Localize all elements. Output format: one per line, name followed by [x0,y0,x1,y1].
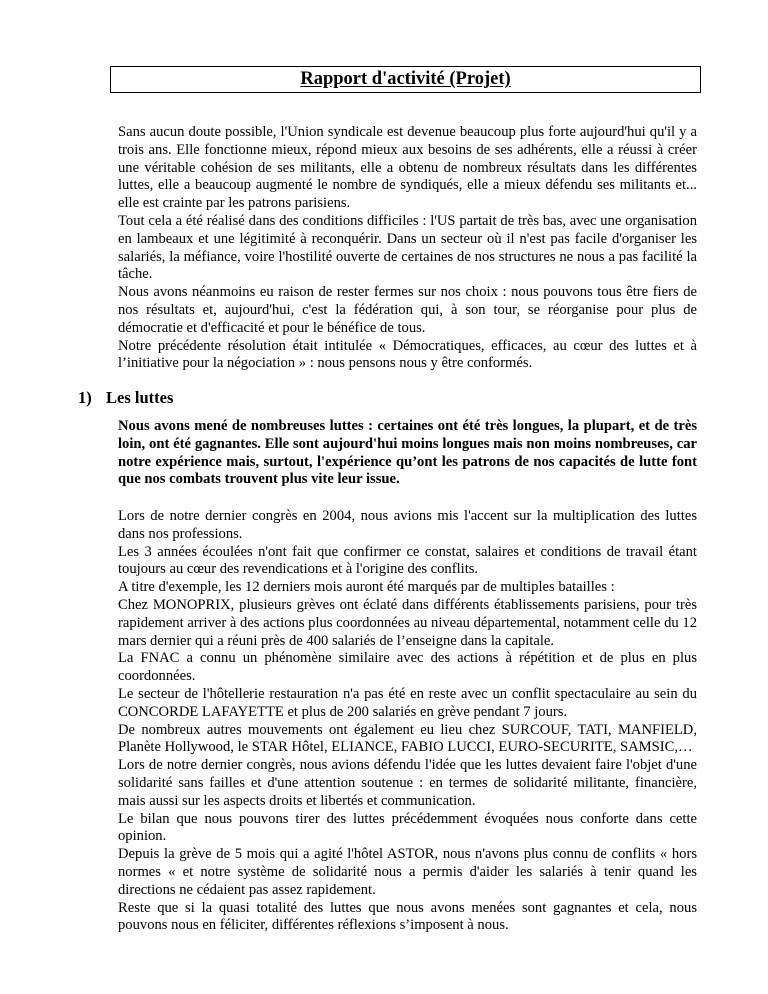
body-paragraph: Le bilan que nous pouvons tirer des luttes précédemment évoquées nous conforte dans cette opinion. [118,810,697,845]
body-paragraph: Le secteur de l'hôtellerie restauration n'a pas été en reste avec un conflit spectaculaire au sein du CONCORDE LAFAYETTE et plus de 200 salariés en grève pendant 7 jours. [118,685,697,720]
body-paragraph: Depuis la grève de 5 mois qui a agité l'hôtel ASTOR, nous n'avons plus connu de conflits « hors normes « et notre système de solidarité nous a permis d'aider les salariés à tenir quand les directions ne cédaient pas assez rapidement. [118,846,697,898]
intro-paragraph: Sans aucun doute possible, l'Union syndicale est devenue beaucoup plus forte aujourd'hui qu'il y a trois ans. Elle fonctionne mieux, répond mieux aux besoins de ses adhérents, elle a réussi à créer une véritable cohésion de ses militants, elle a obtenu de nombreux résultats dans les différentes luttes, elle a beaucoup augmenté le nombre de syndiqués, elle a mieux défendu ses militants et... elle est crainte par les patrons parisiens. [118,124,697,212]
body-paragraph: La FNAC a connu un phénomène similaire avec des actions à répétition et de plus en plus coordonnées. [118,650,697,685]
body-paragraph: Reste que si la quasi totalité des luttes que nous avons menées sont gagnantes et cela, nous pouvons nous en féliciter, différentes réflexions s’imposent à nous. [118,899,697,934]
body-paragraph: A titre d'exemple, les 12 derniers mois auront été marqués par de multiples batailles : [118,579,615,596]
section-title: Les luttes [106,388,174,407]
intro-paragraph: Notre précédente résolution était intitulée « Démocratiques, efficaces, au cœur des luttes et à l’initiative pour la négociation » : nous pensons nous y être conformés. [118,337,697,372]
intro-paragraph: Nous avons néanmoins eu raison de rester fermes sur nos choix : nous pouvons tous être fiers de nos résultats et, aujourd'hui, c'est la fédération qui, à son tour, se réorganise pour plus de démocratie et d'efficacité et pour le bénéfice de tous. [118,284,697,336]
body-paragraph: Lors de notre dernier congrès, nous avions défendu l'idée que les luttes devaient faire l'objet d'une solidarité sans failles et d'une attention soutenue : en termes de solidarité militante, financière, mais aussi sur les aspects droits et libertés et communication. [118,757,697,809]
intro-paragraph: Tout cela a été réalisé dans des conditions difficiles : l'US partait de très bas, avec une organisation en lambeaux et une légitimité à reconquérir. Dans un secteur où il n'est pas facile d'organiser les salariés, la méfiance, voire l'hostilité ouverte de certaines de nos structures ne nous a pas facilité la tâche. [118,212,697,283]
body-paragraph: Les 3 années écoulées n'ont fait que confirmer ce constat, salaires et conditions de travail étant toujours au cœur des revendications et à l'origine des conflits. [118,543,697,578]
body-paragraph: Lors de notre dernier congrès en 2004, nous avions mis l'accent sur la multiplication des luttes dans nos professions. [118,508,697,542]
body-paragraph: De nombreux autres mouvements ont également eu lieu chez SURCOUF, TATI, MANFIELD, Planète Hollywood, le STAR Hôtel, ELIANCE, FABIO LUCCI, EURO-SECURITE, SAMSIC,… [118,721,697,756]
section-lead: Nous avons mené de nombreuses luttes : certaines ont été très longues, la plupart, et de très loin, ont été gagnantes. Elle sont aujourd'hui moins longues mais non moins nombreuses, car notre expérience mais, surtout, l'expérience qu’ont les patrons de nos capacités de lutte font que nos combats trouvent plus vite leur issue. [118,418,697,488]
title-box [110,66,701,93]
section-heading [78,388,173,408]
section-number: 1) [78,388,92,407]
document-title: Rapport d'activité (Projet) [300,69,511,89]
body-paragraph: Chez MONOPRIX, plusieurs grèves ont éclaté dans différents établissements parisiens, pour très rapidement arriver à des actions plus coordonnées au niveau départemental, notamment celle du 12 mars dernier qui a réuni près de 400 salariés de l’enseigne dans la capitale. [118,596,697,649]
section-body [118,508,697,935]
intro-section [118,124,697,373]
